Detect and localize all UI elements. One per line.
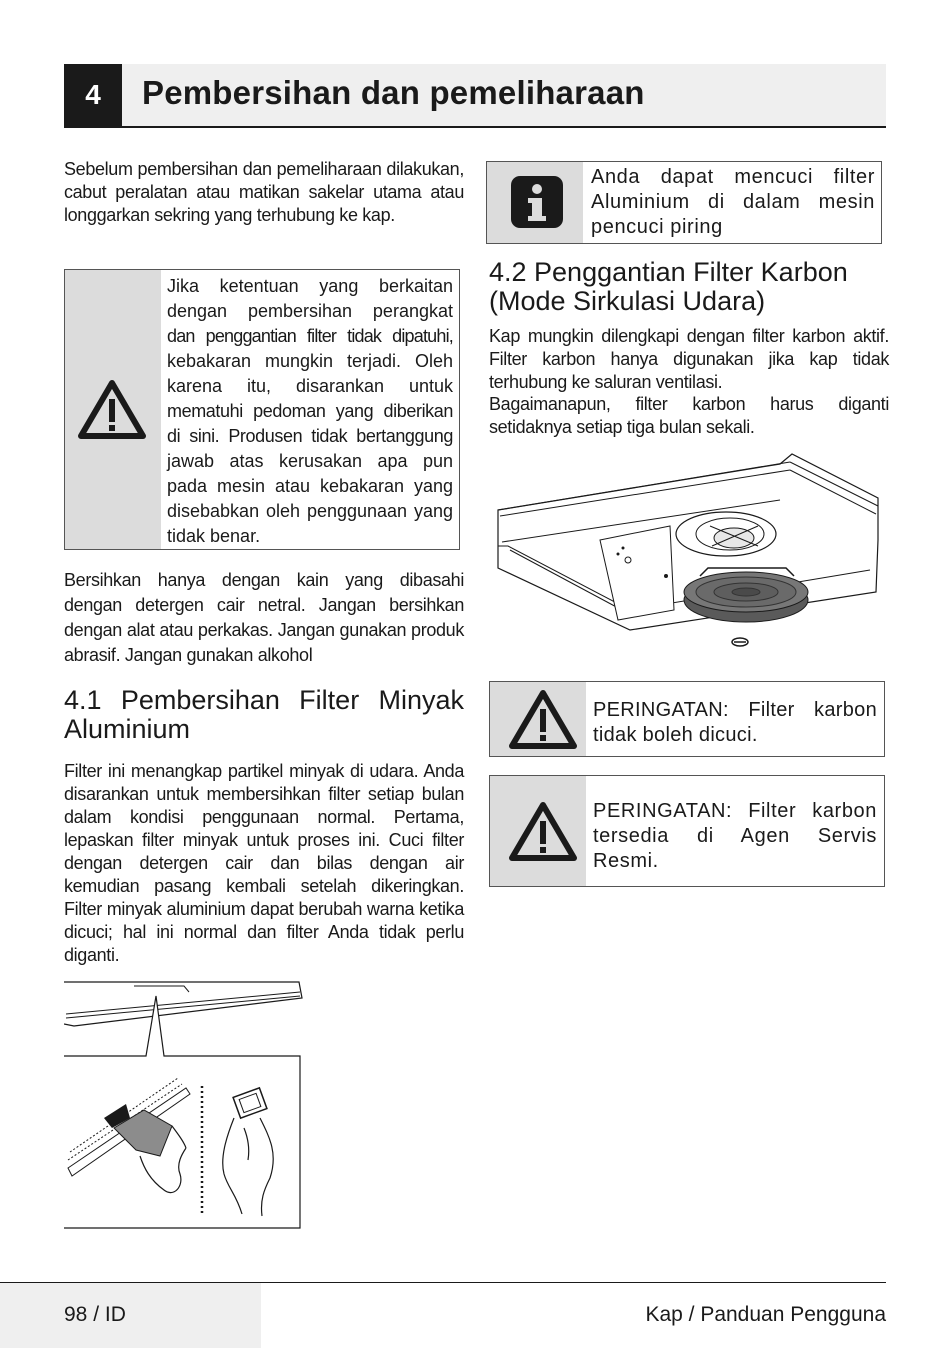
footer-page-area <box>0 1283 261 1348</box>
warning-icon-cell <box>65 270 161 549</box>
info-icon <box>509 174 565 230</box>
aluminium-filter-illustration <box>64 978 304 1233</box>
warning-triangle-icon <box>508 800 578 862</box>
carbon-wash-warning <box>489 681 885 757</box>
carbon-availability-warning <box>489 775 885 887</box>
chapter-header <box>64 64 886 128</box>
warning-line: kebakaran mungkin terjadi. Oleh <box>167 351 453 371</box>
cleaning-warning-box <box>64 269 460 550</box>
warning-line: dan penggantian filter tidak dipatuhi, <box>167 326 453 346</box>
cleaning-warning-text <box>167 274 453 549</box>
warning-line: disebabkan oleh penggunaan yang <box>167 501 453 521</box>
page-number: 98 / ID <box>64 1303 126 1326</box>
section-4-2-text: Kap mungkin dilengkapi dengan filter karbon aktif. Filter karbon hanya digunakan jika kap tidak terhubung ke saluran ventilasi. <box>489 326 889 392</box>
warning-line: pada mesin atau kebakaran yang <box>167 476 453 496</box>
info-box <box>486 161 882 244</box>
warning-triangle-icon <box>77 378 147 440</box>
warning-icon-cell <box>490 682 586 756</box>
warning-line: di sini. Produsen tidak bertanggung <box>167 426 453 446</box>
carbon-availability-warning-text: PERINGATAN: Filter karbon tersedia di Agen Servis Resmi. <box>593 800 877 872</box>
warning-line: Jika ketentuan yang berkaitan <box>167 276 453 296</box>
intro-paragraph: Sebelum pembersihan dan pemeliharaan dilakukan, cabut peralatan atau matikan sakelar utama atau longgarkan sekring yang terhubung ke kap. <box>64 159 464 225</box>
section-4-1-title: 4.1 Pembersihan Filter Minyak Aluminium <box>64 685 464 744</box>
warning-line: mematuhi pedoman yang diberikan <box>167 401 453 421</box>
warning-line: karena itu, disarankan untuk <box>167 376 453 396</box>
info-text: Anda dapat mencuci filter Aluminium di dalam mesin pencuci piring <box>591 166 875 238</box>
carbon-wash-warning-text: PERINGATAN: Filter karbon tidak boleh dicuci. <box>593 699 877 746</box>
warning-line: tidak benar. <box>167 526 261 546</box>
section-4-1-text: Filter ini menangkap partikel minyak di udara. Anda disarankan untuk membersihkan filter setiap bulan dalam kondisi penggunaan normal. Pertama, lepaskan filter minyak untuk proses ini. Cuci filter dengan detergen cair dan bilas dengan air kemudian pasang kembali setelah dikeringkan. Filter minyak aluminium dapat berubah warna ketika dicuci; hal ini normal dan filter Anda tidak perlu diganti. <box>64 761 464 965</box>
warning-line: jawab atas kerusakan apa pun <box>167 451 453 471</box>
chapter-number: 4 <box>64 64 122 126</box>
warning-line: dengan pembersihan perangkat <box>167 301 453 321</box>
section-4-2-title: 4.2 Penggantian Filter Karbon (Mode Sirkulasi Udara) <box>489 257 848 316</box>
warning-icon-cell <box>490 776 586 886</box>
chapter-title: Pembersihan dan pemeliharaan <box>142 74 645 111</box>
carbon-filter-illustration <box>490 450 882 655</box>
info-icon-cell <box>487 162 583 243</box>
warning-triangle-icon <box>508 688 578 750</box>
cleaning-paragraph: Bersihkan hanya dengan kain yang dibasahi dengan detergen cair netral. Jangan bersihkan dengan alat atau perkakas. Jangan gunakan produk abrasif. Jangan gunakan alkohol <box>64 570 464 665</box>
section-4-2-text-2: Bagaimanapun, filter karbon harus diganti setidaknya setiap tiga bulan sekali. <box>489 394 889 437</box>
document-title: Kap / Panduan Pengguna <box>645 1303 886 1326</box>
